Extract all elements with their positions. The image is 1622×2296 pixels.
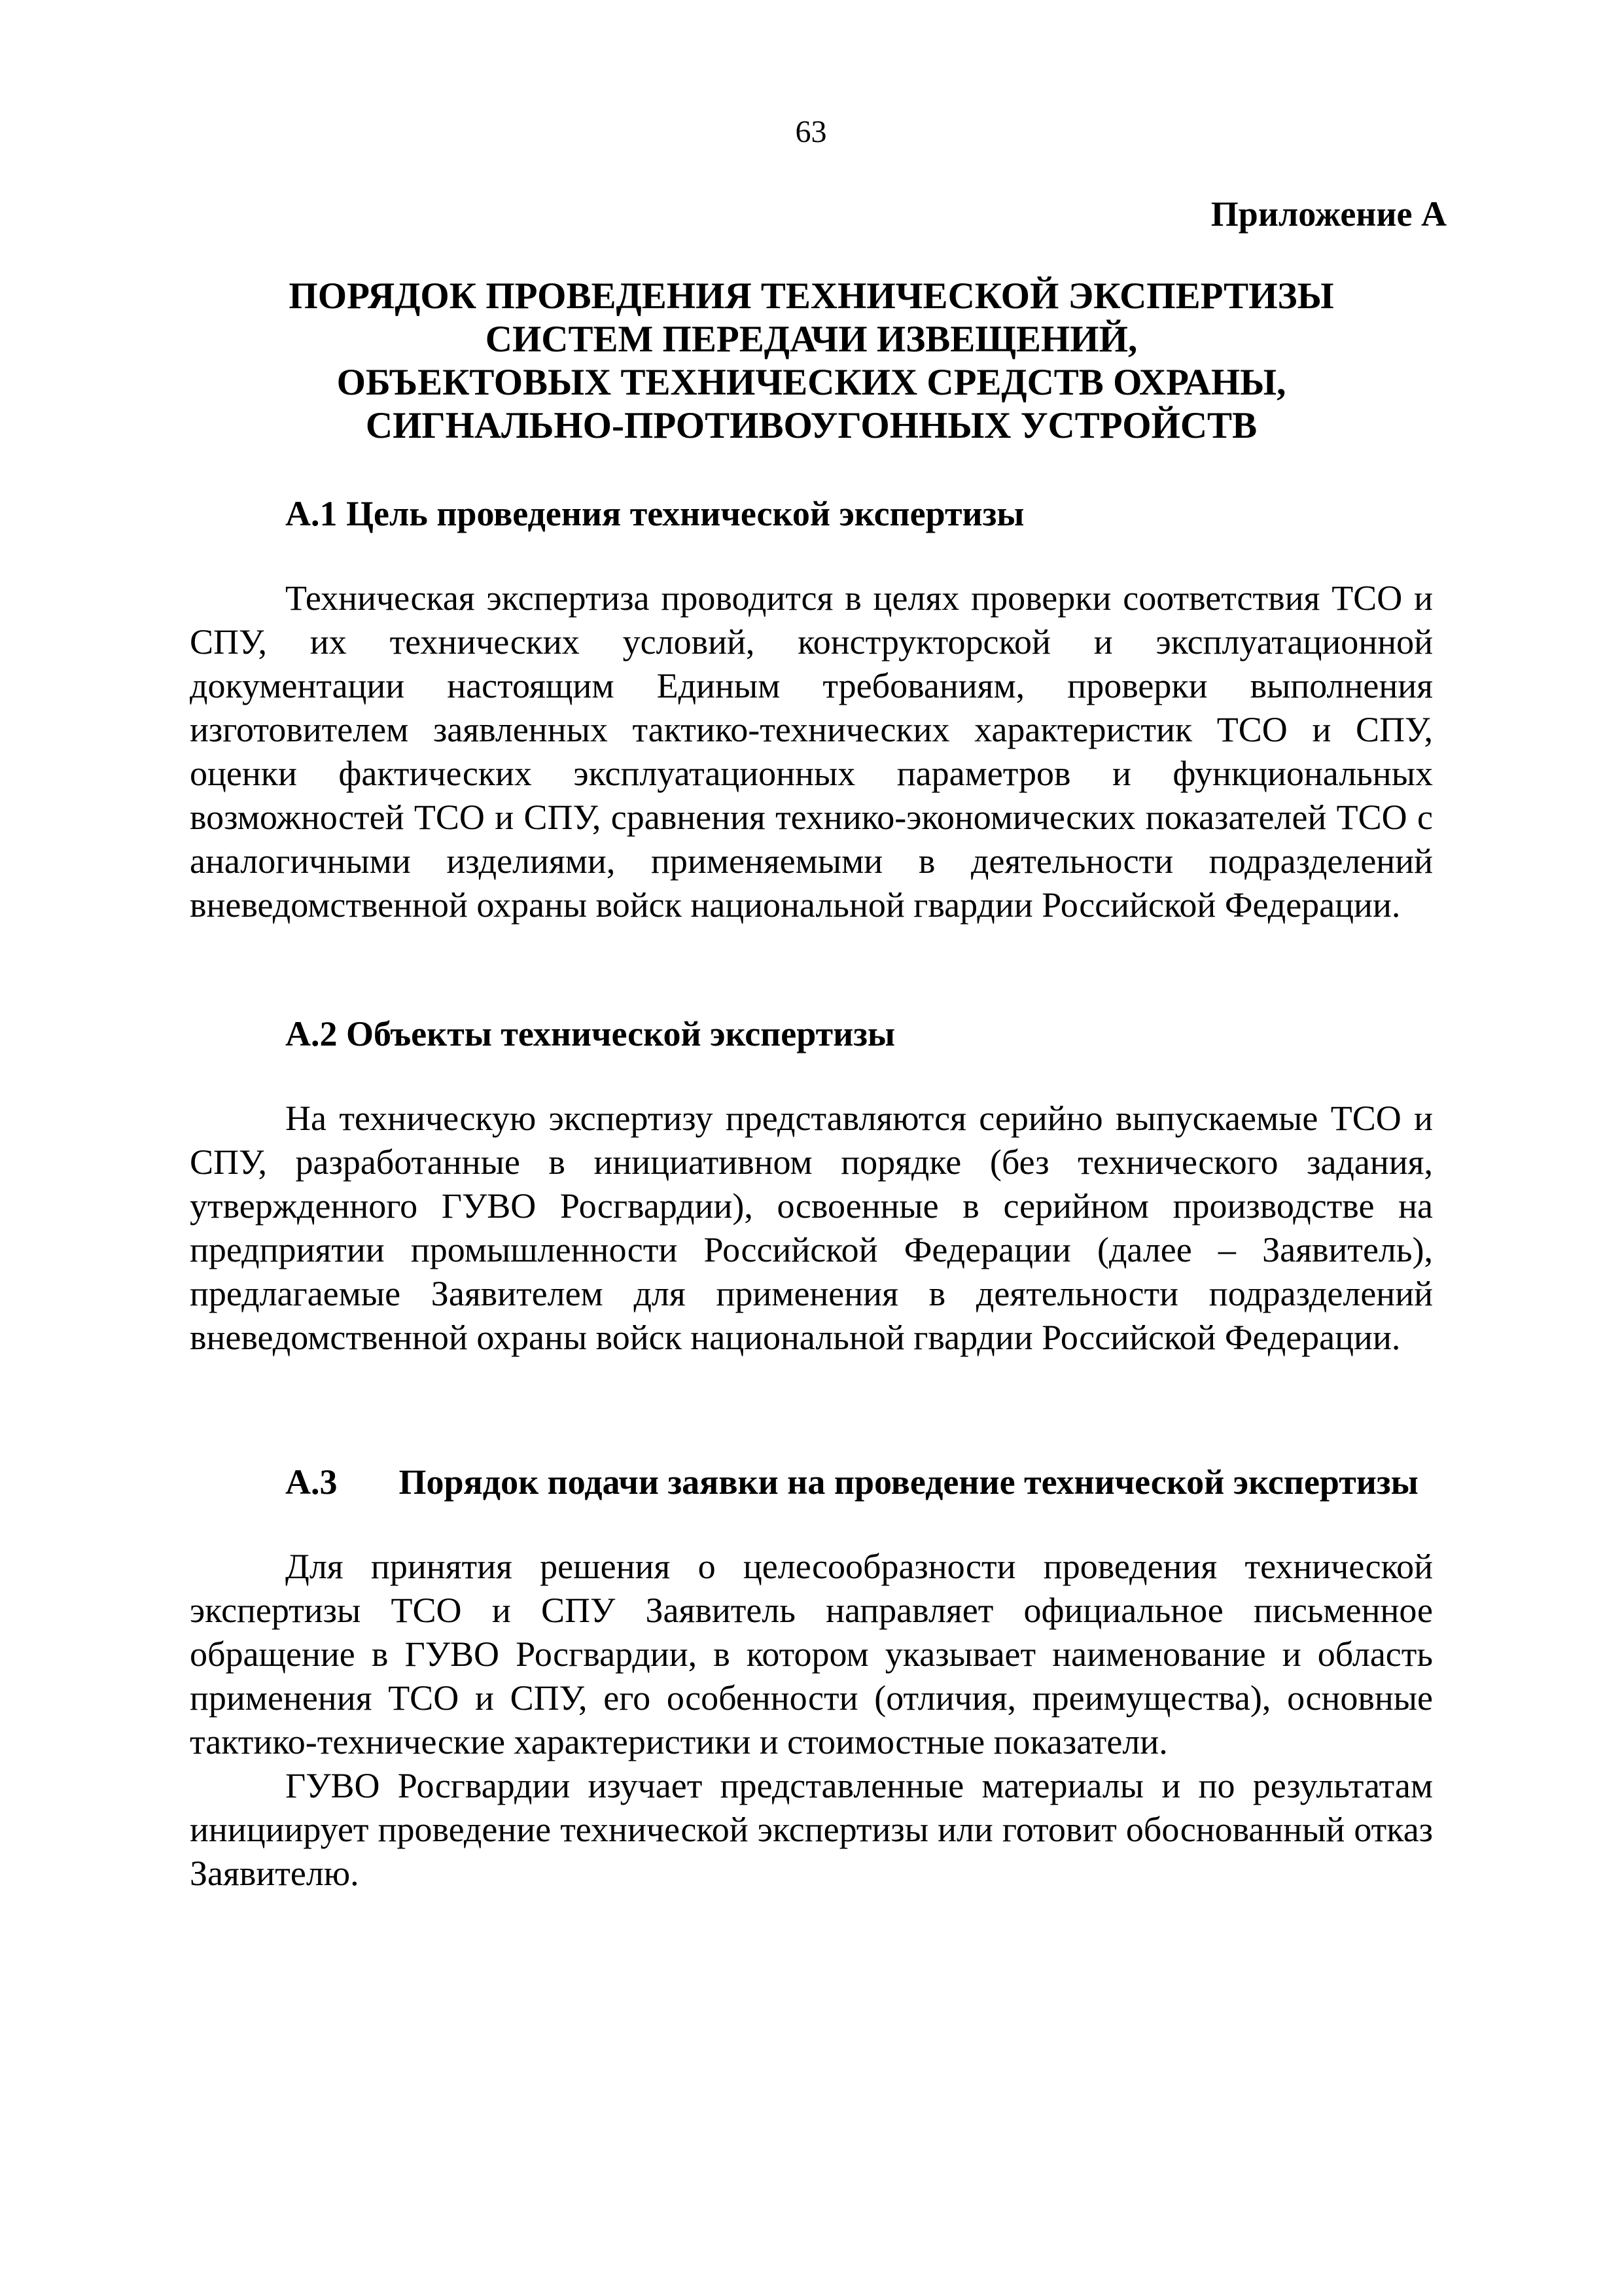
section-heading: А.1 Цель проведения технической экспертизы (285, 494, 1025, 533)
section-a1 (190, 492, 1433, 927)
paragraph: На техническую экспертизу представляются серийно выпускаемые ТСО и СПУ, разработанные в инициативном порядке (без технического задания, утвержденного ГУВО Росгвардии), освоенные в серийном производстве на предприятии промышленности Российской Федерации (далее – Заявитель), предлагаемые Заявителем для применения в деятельности подразделений вневедомственной охраны войск национальной гвардии Российской Федерации. (190, 1099, 1433, 1357)
section-heading (190, 1460, 1433, 1504)
title-line: СИГНАЛЬНО-ПРОТИВОУГОННЫХ УСТРОЙСТВ (365, 405, 1258, 446)
paragraph: Для принятия решения о целесообразности проведения технической экспертизы ТСО и СПУ Заявитель направляет официальное письменное обращение в ГУВО Росгвардии, в котором указывает наименование и область применения ТСО и СПУ, его особенности (отличия, преимущества), основные тактико-технические характеристики и стоимостные показатели. (190, 1547, 1433, 1761)
section-heading: А.2 Объекты технической экспертизы (285, 1014, 896, 1053)
title-line: ПОРЯДОК ПРОВЕДЕНИЯ ТЕХНИЧЕСКОЙ ЭКСПЕРТИЗЫ (289, 275, 1334, 317)
title-line: СИСТЕМ ПЕРЕДАЧИ ИЗВЕЩЕНИЙ, (485, 319, 1138, 360)
title-line: ОБЪЕКТОВЫХ ТЕХНИЧЕСКИХ СРЕДСТВ ОХРАНЫ, (336, 362, 1286, 403)
paragraph: ГУВО Росгвардии изучает представленные материалы и по результатам инициирует проведение технической экспертизы или готовит обоснованный отказ Заявителю. (190, 1766, 1433, 1893)
section-a2 (190, 1012, 1433, 1360)
page-number: 63 (795, 115, 827, 149)
section-heading-text: Порядок подачи заявки на проведение технической экспертизы (398, 1462, 1419, 1502)
section-heading-number: А.3 (285, 1462, 338, 1502)
document-title (190, 275, 1433, 448)
section-a3 (190, 1460, 1433, 1896)
appendix-label: Приложение А (1210, 194, 1447, 234)
paragraph: Техническая экспертиза проводится в целях проверки соответствия ТСО и СПУ, их технических условий, конструкторской и эксплуатационной документации настоящим Единым требованиям, проверки выполнения изготовителем заявленных тактико-технических характеристик ТСО и СПУ, оценки фактических эксплуатационных параметров и функциональных возможностей ТСО и СПУ, сравнения технико-экономических показателей ТСО с аналогичными изделиями, применяемыми в деятельности подразделений вневедомственной охраны войск национальной гвардии Российской Федерации. (190, 578, 1433, 925)
